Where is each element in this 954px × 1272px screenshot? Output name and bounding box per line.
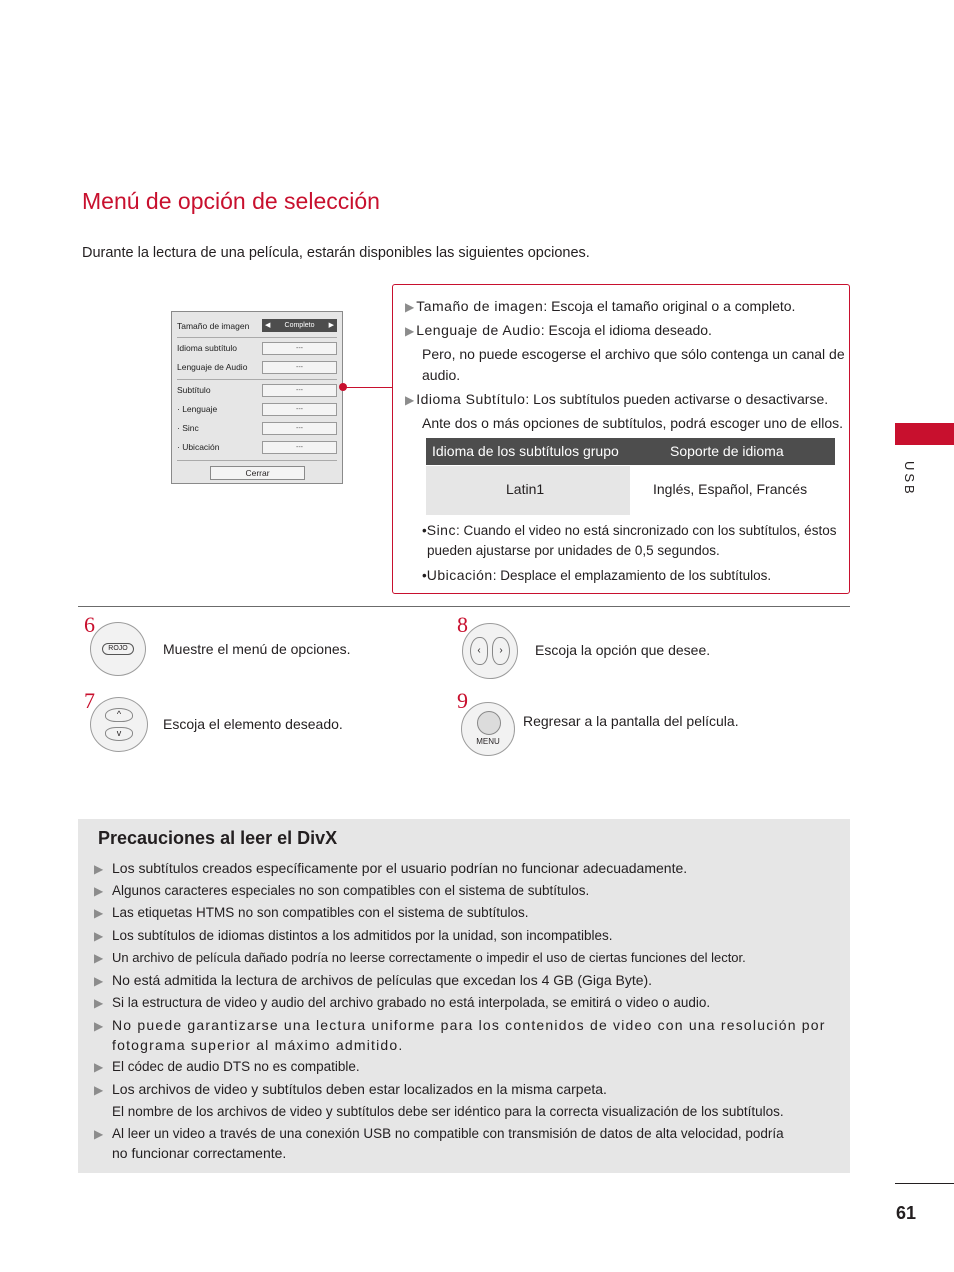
menu-key-icon xyxy=(477,711,501,735)
list-item: ▶ Si la estructura de video y audio del archivo grabado no está interpolada, se emitirá o video o audio. xyxy=(94,995,711,1010)
option-sinc-cont: pueden ajustarse por unidades de 0,5 segundos. xyxy=(427,543,720,558)
osd-value-ubicacion[interactable]: --- xyxy=(262,441,337,454)
triangle-bullet-icon: ▶ xyxy=(94,1019,105,1033)
precautions-box xyxy=(78,819,850,1173)
list-item: ▶ Al leer un video a través de una conexión USB no compatible con transmisión de datos de alta velocidad, podría xyxy=(94,1126,784,1141)
list-item: ▶ No está admitida la lectura de archivos de películas que excedan los 4 GB (Giga Byte). xyxy=(94,972,653,988)
osd-label-ubicacion: · Ubicación xyxy=(177,442,220,452)
chevron-right-icon: › xyxy=(492,637,510,665)
list-item: ▶ Los archivos de video y subtítulos deben estar localizados en la misma carpeta. xyxy=(94,1081,607,1097)
triangle-bullet-icon: ▶ xyxy=(405,393,415,407)
right-arrow-icon[interactable]: ▶ xyxy=(328,322,334,329)
list-item-continuation: fotograma superior al máximo admitido. xyxy=(112,1037,404,1053)
table-cell: Inglés, Español, Francés xyxy=(653,481,808,497)
triangle-bullet-icon: ▶ xyxy=(94,1060,104,1074)
step-text: Regresar a la pantalla del película. xyxy=(523,713,739,729)
language-table-header xyxy=(426,438,835,465)
osd-value-audio[interactable]: --- xyxy=(262,361,337,374)
option-tamano: ▶ Tamaño de imagen: Escoja el tamaño original o a completo. xyxy=(405,298,796,314)
option-ubicacion: •Ubicación: Desplace el emplazamiento de los subtítulos. xyxy=(422,567,772,583)
list-item-continuation: El nombre de los archivos de video y subtítulos debe ser idéntico para la correcta visualización de los subtítulos. xyxy=(112,1104,784,1119)
table-row xyxy=(426,466,630,515)
triangle-bullet-icon: ▶ xyxy=(405,300,415,314)
option-idioma-note: Ante dos o más opciones de subtítulos, podrá escoger uno de ellos. xyxy=(422,415,844,431)
osd-label-subtitulo: Subtítulo xyxy=(177,385,211,395)
osd-value-lenguaje[interactable]: --- xyxy=(262,403,337,416)
table-cell: Latin1 xyxy=(506,481,545,497)
step-text: Muestre el menú de opciones. xyxy=(163,641,351,657)
section-divider xyxy=(78,606,850,607)
step-number: 6 xyxy=(84,612,95,637)
list-item: ▶ Las etiquetas HTMS no son compatibles con el sistema de subtítulos. xyxy=(94,905,529,920)
osd-label-audio: Lenguaje de Audio xyxy=(177,362,248,372)
up-down-button xyxy=(90,697,148,752)
step-text: Escoja el elemento deseado. xyxy=(163,716,343,732)
table-header-cell: Idioma de los subtítulos grupo xyxy=(432,443,619,459)
page-title: Menú de opción de selección xyxy=(82,188,380,214)
option-lenguaje-note: audio. xyxy=(422,367,461,383)
triangle-bullet-icon: ▶ xyxy=(94,862,104,876)
close-button[interactable]: Cerrar xyxy=(210,466,305,480)
osd-option-menu xyxy=(171,311,343,484)
chevron-down-icon: v xyxy=(105,727,133,741)
section-tab xyxy=(895,423,954,445)
callout-connector xyxy=(344,387,393,388)
osd-value-tamano[interactable]: ◀ Completo ▶ xyxy=(262,319,337,332)
page-number: 61 xyxy=(896,1203,917,1223)
list-item: ▶ Algunos caracteres especiales no son compatibles con el sistema de subtítulos. xyxy=(94,883,590,898)
red-button xyxy=(90,622,146,676)
menu-button xyxy=(461,702,515,756)
chevron-up-icon: ^ xyxy=(105,708,133,722)
triangle-bullet-icon: ▶ xyxy=(94,951,104,965)
osd-label-idioma: Idioma subtítulo xyxy=(177,343,238,353)
chevron-left-icon: ‹ xyxy=(470,637,488,665)
precautions-title: Precauciones al leer el DivX xyxy=(98,828,338,848)
list-item: ▶ El códec de audio DTS no es compatible. xyxy=(94,1059,360,1074)
intro-text: Durante la lectura de una película, estarán disponibles las siguientes opciones. xyxy=(82,245,590,261)
step-text: Escoja la opción que desee. xyxy=(535,642,711,658)
list-item: ▶ Los subtítulos creados específicamente por el usuario podrían no funcionar adecuadamente. xyxy=(94,860,688,876)
options-description-panel xyxy=(392,284,850,594)
option-sinc: •Sinc: Cuando el video no está sincronizado con los subtítulos, éstos xyxy=(422,522,837,538)
option-idioma: ▶ Idioma Subtítulo: Los subtítulos pueden activarse o desactivarse. xyxy=(405,391,829,407)
step-number: 8 xyxy=(457,612,468,637)
step-number: 9 xyxy=(457,688,468,713)
list-item: ▶ No puede garantizarse una lectura uniforme para los contenidos de video con una resolución por xyxy=(94,1017,826,1033)
osd-value-sinc[interactable]: --- xyxy=(262,422,337,435)
callout-dot xyxy=(339,383,347,391)
left-right-button xyxy=(462,623,518,679)
step-number: 7 xyxy=(84,688,95,713)
option-lenguaje-note: Pero, no puede escogerse el archivo que sólo contenga un canal de xyxy=(422,346,845,362)
list-item-continuation: no funcionar correctamente. xyxy=(112,1145,287,1161)
triangle-bullet-icon: ▶ xyxy=(94,1127,104,1141)
osd-divider xyxy=(177,460,337,461)
list-item: ▶ Un archivo de película dañado podría no leerse correctamente o impedir el uso de ciertas funciones del lector. xyxy=(94,950,746,965)
triangle-bullet-icon: ▶ xyxy=(94,884,104,898)
triangle-bullet-icon: ▶ xyxy=(94,929,104,943)
menu-key-label: MENU xyxy=(476,737,500,746)
rojo-key: ROJO xyxy=(102,643,134,655)
osd-value-idioma[interactable]: --- xyxy=(262,342,337,355)
option-lenguaje: ▶ Lenguaje de Audio: Escoja el idioma deseado. xyxy=(405,322,712,338)
section-label: USB xyxy=(902,461,917,497)
triangle-bullet-icon: ▶ xyxy=(94,1083,104,1097)
list-item: ▶ Los subtítulos de idiomas distintos a los admitidos por la unidad, son incompatibles. xyxy=(94,928,613,943)
osd-divider xyxy=(177,337,337,338)
triangle-bullet-icon: ▶ xyxy=(94,996,104,1010)
footer-rule xyxy=(895,1183,954,1184)
triangle-bullet-icon: ▶ xyxy=(405,324,415,338)
triangle-bullet-icon: ▶ xyxy=(94,974,104,988)
table-header-cell: Soporte de idioma xyxy=(670,443,784,459)
osd-label-tamano: Tamaño de imagen xyxy=(177,321,250,331)
triangle-bullet-icon: ▶ xyxy=(94,906,104,920)
osd-label-lenguaje: · Lenguaje xyxy=(177,404,218,414)
left-arrow-icon[interactable]: ◀ xyxy=(265,322,271,329)
osd-label-sinc: · Sinc xyxy=(177,423,199,433)
osd-value-subtitulo[interactable]: --- xyxy=(262,384,337,397)
osd-divider xyxy=(177,379,337,380)
